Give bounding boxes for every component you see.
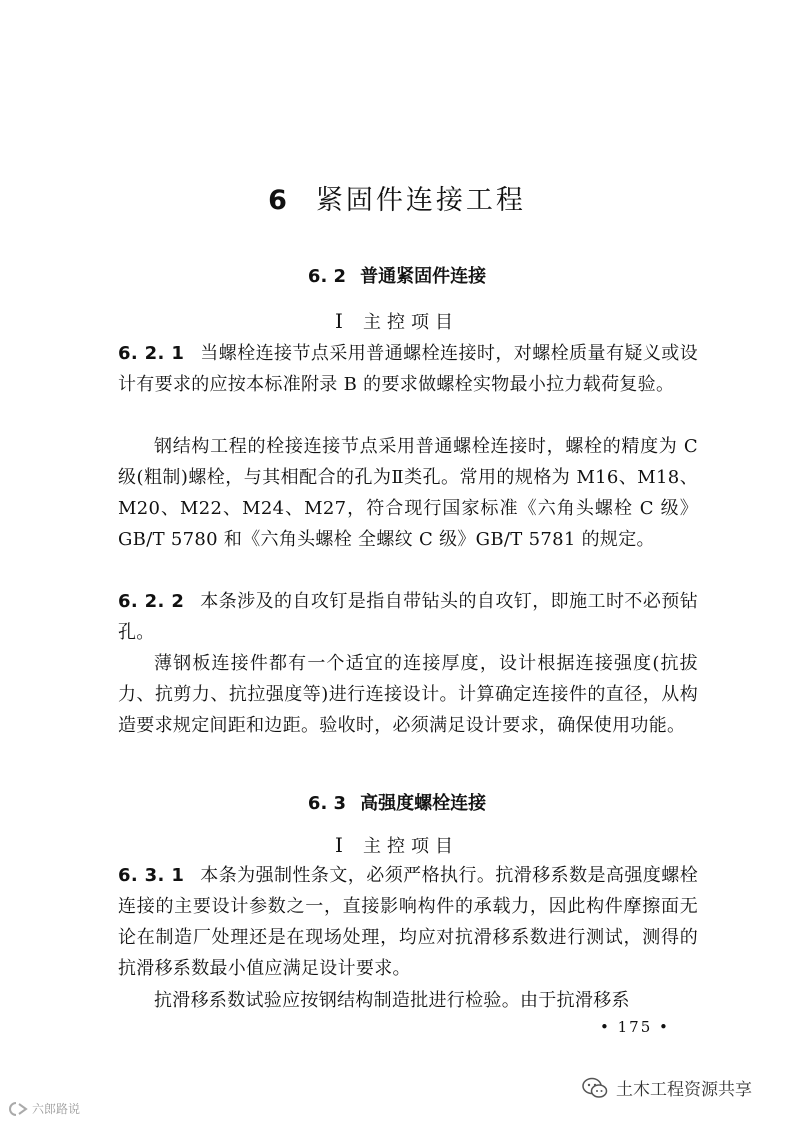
chapter-title	[0, 178, 794, 217]
subsection-roman-numeral: Ⅰ	[335, 833, 349, 857]
clause-6-2-1	[118, 338, 698, 400]
wechat-account-name: 土木工程资源共享	[616, 1080, 752, 1100]
section-6-3-number: 6. 3	[307, 793, 347, 814]
section-6-3-title	[0, 789, 794, 815]
section-6-2-number: 6. 2	[307, 266, 347, 287]
clause-number: 6. 2. 1	[118, 343, 185, 364]
site-name: 六郎路说	[32, 1102, 81, 1116]
section-6-3-paragraph-1: 抗滑移系数试验应按钢结构制造批进行检验。由于抗滑移系	[154, 990, 630, 1011]
section-6-3-title-text: 高强度螺栓连接	[360, 793, 487, 814]
section-6-2-subsection-title	[0, 308, 794, 334]
chapter-title-text: 紧固件连接工程	[315, 185, 526, 216]
section-6-2-paragraph-2: 薄钢板连接件都有一个适宜的连接厚度，设计根据连接强度(抗拔力、抗剪力、抗拉强度等)进行连接设计。计算确定连接件的直径，从构造要求规定间距和边距。验收时，必须满足设计要求，确保使用功能。	[118, 653, 698, 736]
clause-number: 6. 2. 2	[118, 591, 185, 612]
wechat-watermark	[582, 1075, 752, 1100]
clause-number: 6. 3. 1	[118, 865, 185, 886]
subsection-roman-numeral: Ⅰ	[335, 309, 349, 333]
chapter-number: 6	[268, 185, 290, 216]
section-6-2-paragraph-1: 钢结构工程的栓接连接节点采用普通螺栓连接时，螺栓的精度为 C 级(粗制)螺栓，与其相配合的孔为Ⅱ类孔。常用的规格为 M16、M18、M20、M22、M24、M27，符合现行国家标准《六角头螺栓 C 级》GB/T 5780 和《六角头螺栓 全螺纹 C 级》GB/T 5781 的规定。	[118, 436, 698, 550]
section-6-2-title-text: 普通紧固件连接	[360, 266, 487, 287]
clause-text: 本条涉及的自攻钉是指自带钻头的自攻钉，即施工时不必预钻孔。	[118, 591, 698, 643]
clause-text: 本条为强制性条文，必须严格执行。抗滑移系数是高强度螺栓连接的主要设计参数之一，直接影响构件的承载力，因此构件摩擦面无论在制造厂处理还是在现场处理，均应对抗滑移系数进行测试，测得的抗滑移系数最小值应满足设计要求。	[118, 865, 698, 979]
page-number: • 175 •	[600, 1018, 670, 1036]
clause-text: 当螺栓连接节点采用普通螺栓连接时，对螺栓质量有疑义或设计有要求的应按本标准附录 B 的要求做螺栓实物最小拉力载荷复验。	[118, 343, 698, 395]
section-6-2-title	[0, 262, 794, 288]
subsection-title-text: 主控项目	[362, 836, 459, 857]
subsection-title-text: 主控项目	[362, 312, 459, 333]
site-watermark	[6, 1100, 80, 1117]
logo-icon	[6, 1101, 28, 1117]
clause-6-3-1	[118, 860, 698, 984]
clause-6-2-2	[118, 586, 698, 648]
wechat-icon	[582, 1077, 608, 1099]
section-6-3-subsection-title	[0, 832, 794, 858]
